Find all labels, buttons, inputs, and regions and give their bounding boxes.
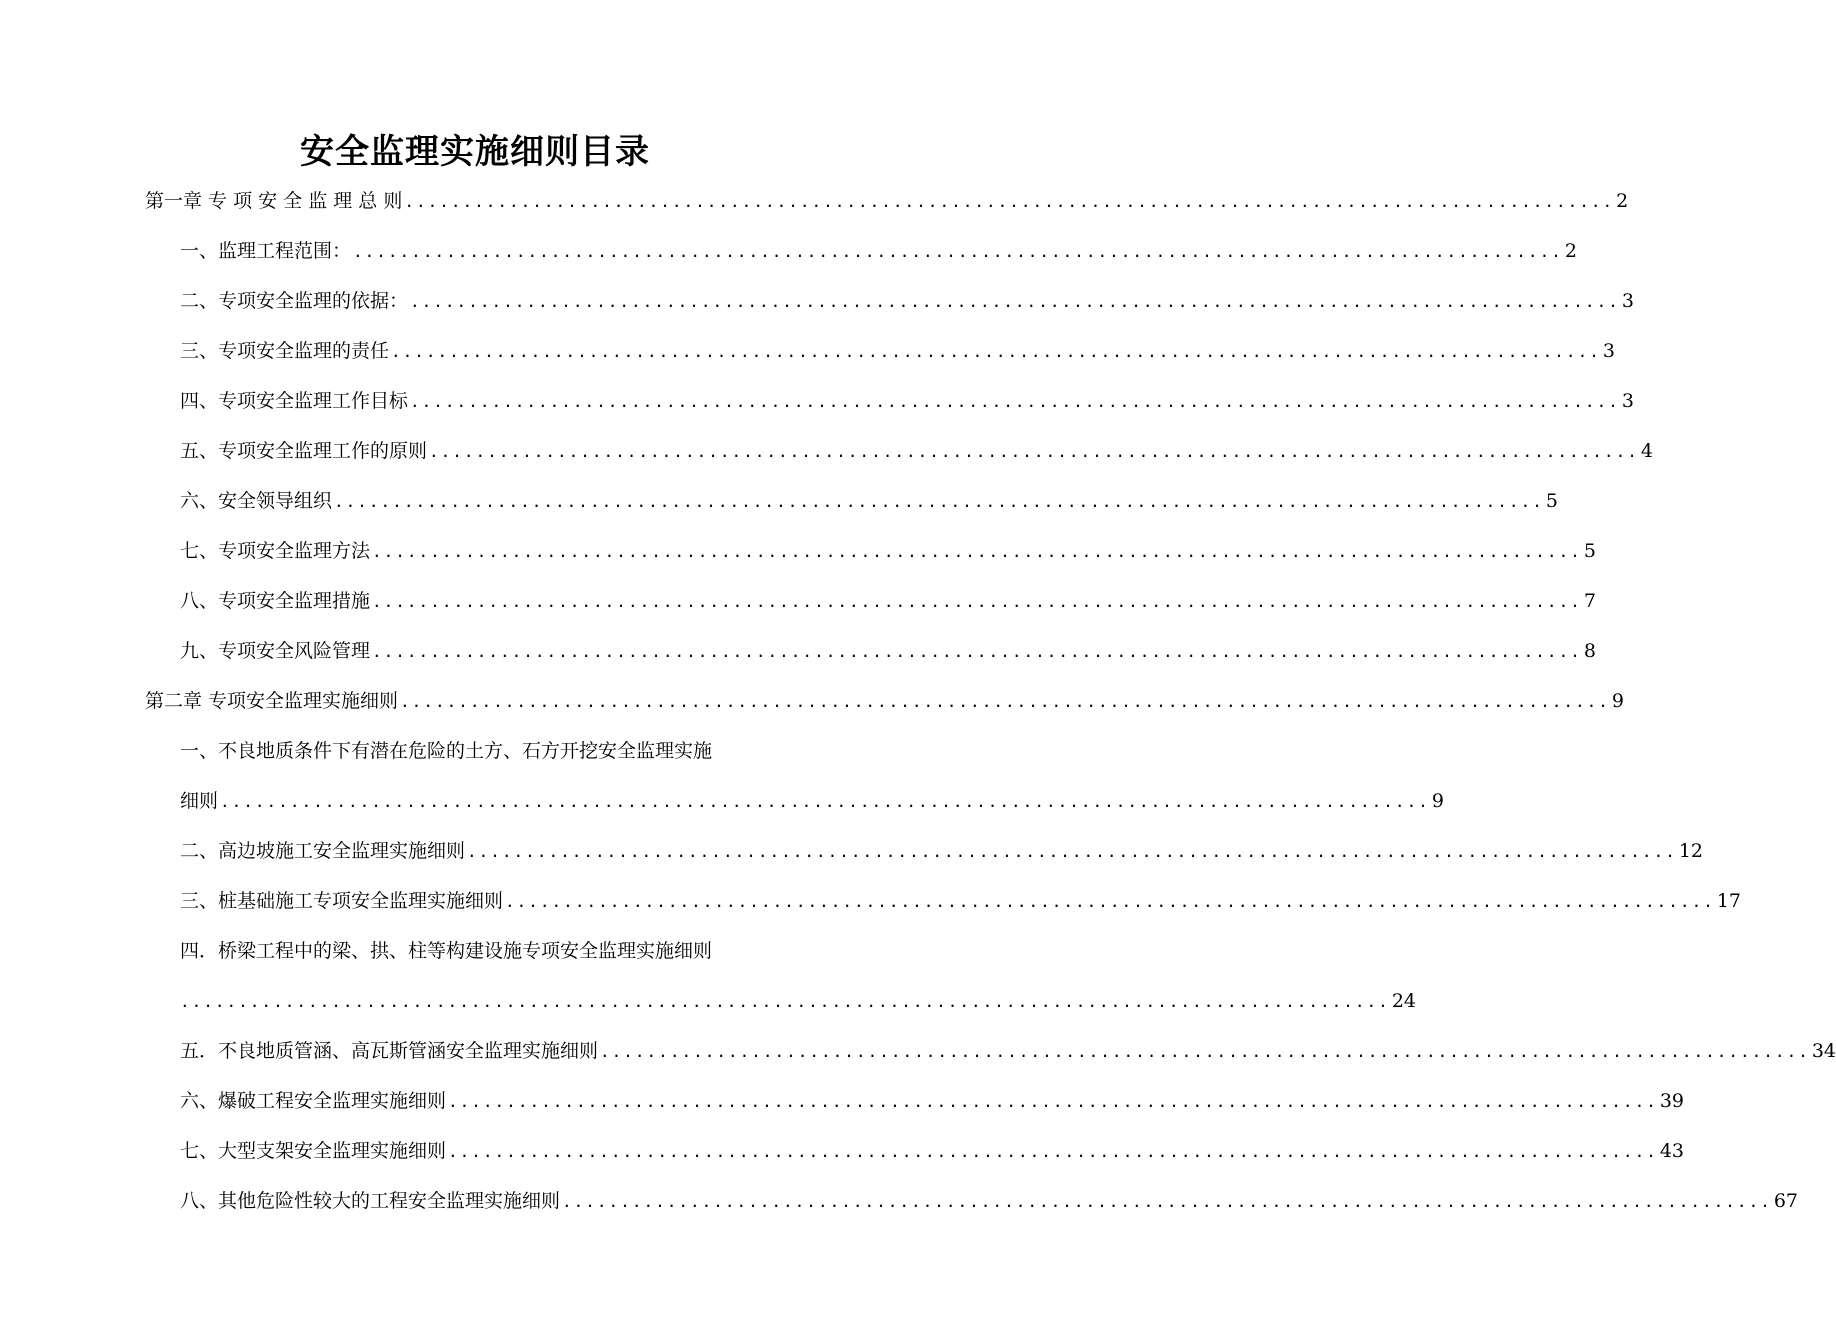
toc-page-number: 3 (1621, 290, 1634, 312)
toc-entry[interactable] (180, 276, 1634, 326)
page-title: 安全监理实施细则目录 (300, 132, 650, 172)
toc-entry[interactable] (180, 626, 1596, 676)
toc-entry[interactable] (180, 526, 1596, 576)
toc-entry[interactable] (180, 1176, 1799, 1226)
toc-leader-dots: ........................................................................................................ (600, 1042, 1810, 1061)
toc-entry-label: 三、专项安全监理的责任 (180, 340, 390, 362)
toc-leader-dots: ........................................................................................................ (372, 592, 1582, 611)
toc-leader-dots: ........................................................................................................ (220, 792, 1430, 811)
toc-entry-label: 九、专项安全风险管理 (180, 640, 371, 662)
toc-leader-dots: ........................................................................................................ (448, 1092, 1658, 1111)
toc-entry[interactable] (180, 426, 1653, 476)
toc-leader-dots: ........................................................................................................ (334, 492, 1544, 511)
toc-page-number: 9 (1431, 790, 1444, 812)
toc-page-number: 3 (1602, 340, 1615, 362)
toc-leader-dots: ........................................................................................................ (467, 842, 1677, 861)
toc-leader-dots: ........................................................................................................ (353, 242, 1563, 261)
toc-entry[interactable] (180, 1126, 1685, 1176)
toc-page-number: 5 (1583, 540, 1596, 562)
toc-leader-dots: ........................................................................................................ (448, 1142, 1658, 1161)
toc-page-number: 12 (1678, 840, 1704, 862)
toc-entry-label: 细则 (180, 790, 219, 812)
toc-page-number: 43 (1659, 1140, 1685, 1162)
toc-entry[interactable] (180, 876, 1742, 926)
toc-page-number: 67 (1773, 1190, 1799, 1212)
toc-entry-label: 三、桩基础施工专项安全监理实施细则 (180, 890, 504, 912)
toc-leader-dots: ........................................................................................................ (562, 1192, 1772, 1211)
toc-entry[interactable] (180, 226, 1577, 276)
toc-entry[interactable] (180, 1026, 1836, 1076)
toc-page-number: 17 (1716, 890, 1742, 912)
toc-page-number: 4 (1640, 440, 1653, 462)
toc-entry-label: 七、大型支架安全监理实施细则 (180, 1140, 447, 1162)
toc-entry-label: 八、专项安全监理措施 (180, 590, 371, 612)
toc-entry-label: 第二章 专项安全监理实施细则 (145, 690, 399, 712)
toc-page-number: 24 (1391, 990, 1416, 1012)
toc-page-number: 2 (1616, 190, 1629, 212)
toc-entry-label: 六、安全领导组织 (180, 490, 333, 512)
toc-leader-dots: ........................................................................................................ (400, 692, 1610, 711)
toc-page-number: 34 (1811, 1040, 1836, 1062)
toc-entry[interactable] (180, 326, 1615, 376)
toc-entry-label: 五．不良地质管涵、高瓦斯管涵安全监理实施细则 (180, 1040, 599, 1062)
toc-entry[interactable] (145, 676, 1624, 726)
toc-leader-dots: ........................................................................................................ (404, 192, 1615, 211)
toc-entry-label: 八、其他危险性较大的工程安全监理实施细则 (180, 1190, 561, 1212)
toc-entry-label-line1[interactable]: 一、不良地质条件下有潜在危险的土方、石方开挖安全监理实施 (180, 740, 713, 762)
toc-entry-label: 一、监理工程范围： (180, 240, 352, 262)
toc-leader-dots: ........................................................................................................ (410, 292, 1620, 311)
toc-entry-label: 四、专项安全监理工作目标 (180, 390, 409, 412)
toc-page-number: 2 (1564, 240, 1577, 262)
toc-entry[interactable] (180, 976, 1416, 1026)
toc-entry-label: 二、高边坡施工安全监理实施细则 (180, 840, 466, 862)
toc-leader-dots: ........................................................................................................ (505, 892, 1715, 911)
toc-entry[interactable] (180, 376, 1634, 426)
toc-leader-dots: ........................................................................................................ (180, 992, 1390, 1011)
toc-entry[interactable] (145, 176, 1629, 226)
toc-page-number: 9 (1611, 690, 1624, 712)
toc-entry[interactable] (180, 776, 1444, 826)
toc-entry[interactable] (180, 1076, 1685, 1126)
toc-leader-dots: ........................................................................................................ (372, 542, 1582, 561)
toc-page-number: 3 (1621, 390, 1634, 412)
toc-entry[interactable] (180, 476, 1558, 526)
toc-leader-dots: ........................................................................................................ (391, 342, 1601, 361)
toc-entry-label: 六、爆破工程安全监理实施细则 (180, 1090, 447, 1112)
toc-entry-label: 第一章 专 项 安 全 监 理 总 则 (145, 190, 403, 212)
toc-page-number: 39 (1659, 1090, 1685, 1112)
toc-entry-label-line1[interactable]: 四．桥梁工程中的梁、拱、柱等构建设施专项安全监理实施细则 (180, 940, 713, 962)
toc-page-number: 5 (1545, 490, 1558, 512)
toc-entry[interactable] (180, 576, 1596, 626)
toc-entry-label: 二、专项安全监理的依据： (180, 290, 409, 312)
toc-leader-dots: ........................................................................................................ (410, 392, 1620, 411)
toc-entry[interactable] (180, 826, 1704, 876)
toc-entry-label: 七、专项安全监理方法 (180, 540, 371, 562)
toc-entry-label: 五、专项安全监理工作的原则 (180, 440, 428, 462)
toc-page-number: 7 (1583, 590, 1596, 612)
toc-page-number: 8 (1583, 640, 1596, 662)
toc-leader-dots: ........................................................................................................ (372, 642, 1582, 661)
toc-leader-dots: ........................................................................................................ (429, 442, 1639, 461)
